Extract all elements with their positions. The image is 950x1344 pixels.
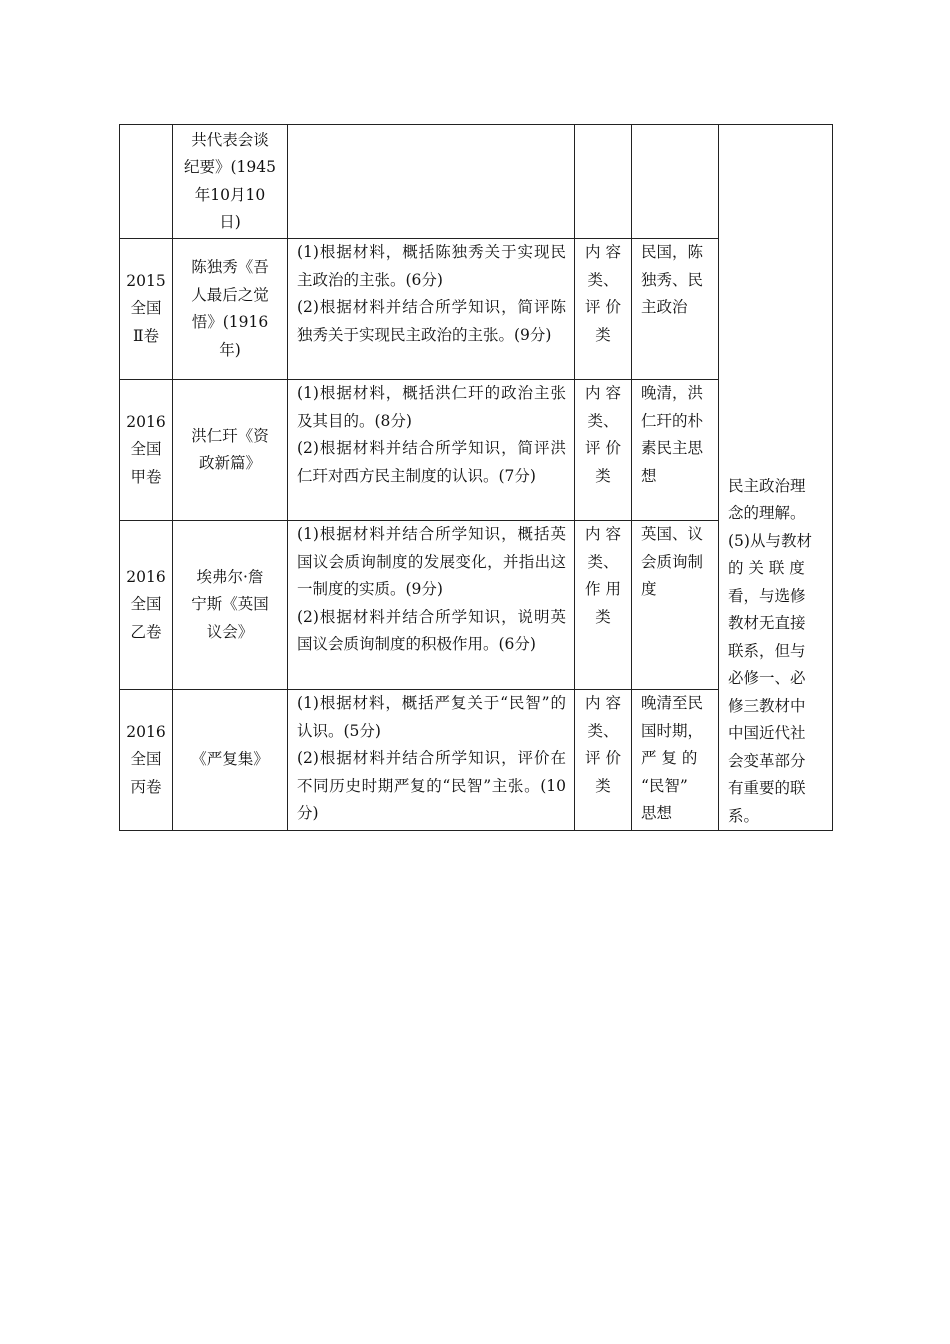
questions-cell bbox=[288, 690, 575, 831]
question-2: (2)根据材料并结合所学知识，说明英国议会质询制度的积极作用。(6分) bbox=[297, 607, 566, 653]
questions-cell bbox=[288, 521, 575, 690]
theme-cell: 民国，陈 独秀、民 主政治 bbox=[632, 239, 719, 380]
year-cell: 2015 全国 Ⅱ卷 bbox=[120, 239, 173, 380]
year-cell bbox=[120, 125, 173, 239]
source-cell: 埃弗尔·詹 宁斯《英国 议会》 bbox=[173, 521, 288, 690]
question-2: (2)根据材料并结合所学知识，简评洪仁玕对西方民主制度的认识。(7分) bbox=[297, 439, 566, 485]
year-cell: 2016 全国 乙卷 bbox=[120, 521, 173, 690]
type-cell: 内 容 类、 评 价 类 bbox=[575, 380, 632, 521]
question-2: (2)根据材料并结合所学知识，评价在不同历史时期严复的“民智”主张。(10分) bbox=[297, 749, 566, 822]
theme-cell: 晚清，洪 仁玕的朴 素民主思 想 bbox=[632, 380, 719, 521]
source-cell: 《严复集》 bbox=[173, 690, 288, 831]
year-cell: 2016 全国 丙卷 bbox=[120, 690, 173, 831]
theme-cell: 晚清至民 国时期， 严 复 的 “民智” 思想 bbox=[632, 690, 719, 831]
type-cell bbox=[575, 125, 632, 239]
theme-cell: 英国、议 会质询制 度 bbox=[632, 521, 719, 690]
type-cell: 内 容 类、 评 价 类 bbox=[575, 239, 632, 380]
year-cell: 2016 全国 甲卷 bbox=[120, 380, 173, 521]
questions-cell bbox=[288, 380, 575, 521]
question-1: (1)根据材料，概括陈独秀关于实现民主政治的主张。(6分) bbox=[297, 243, 566, 289]
source-cell: 共代表会谈 纪要》(1945 年10月10 日) bbox=[173, 125, 288, 239]
question-2: (2)根据材料并结合所学知识，简评陈独秀关于实现民主政治的主张。(9分) bbox=[297, 298, 566, 344]
exam-analysis-table bbox=[119, 124, 833, 831]
question-1: (1)根据材料，概括严复关于“民智”的认识。(5分) bbox=[297, 694, 566, 740]
type-cell: 内 容 类、 作 用 类 bbox=[575, 521, 632, 690]
question-1: (1)根据材料，概括洪仁玕的政治主张及其目的。(8分) bbox=[297, 384, 566, 430]
source-cell: 洪仁玕《资 政新篇》 bbox=[173, 380, 288, 521]
source-cell: 陈独秀《吾 人最后之觉 悟》(1916 年) bbox=[173, 239, 288, 380]
questions-cell bbox=[288, 125, 575, 239]
note-cell: 民主政治理 念的理解。 (5)从与教材 的 关 联 度 看，与选修 教材无直接 联系，但与 必修一、必 修三教材中 中国近代社 会变革部分 有重要的联 系。 bbox=[719, 125, 833, 831]
type-cell: 内 容 类、 评 价 类 bbox=[575, 690, 632, 831]
questions-cell bbox=[288, 239, 575, 380]
question-1: (1)根据材料并结合所学知识，概括英国议会质询制度的发展变化，并指出这一制度的实质。(9分) bbox=[297, 525, 566, 598]
theme-cell bbox=[632, 125, 719, 239]
table-row bbox=[120, 125, 833, 239]
